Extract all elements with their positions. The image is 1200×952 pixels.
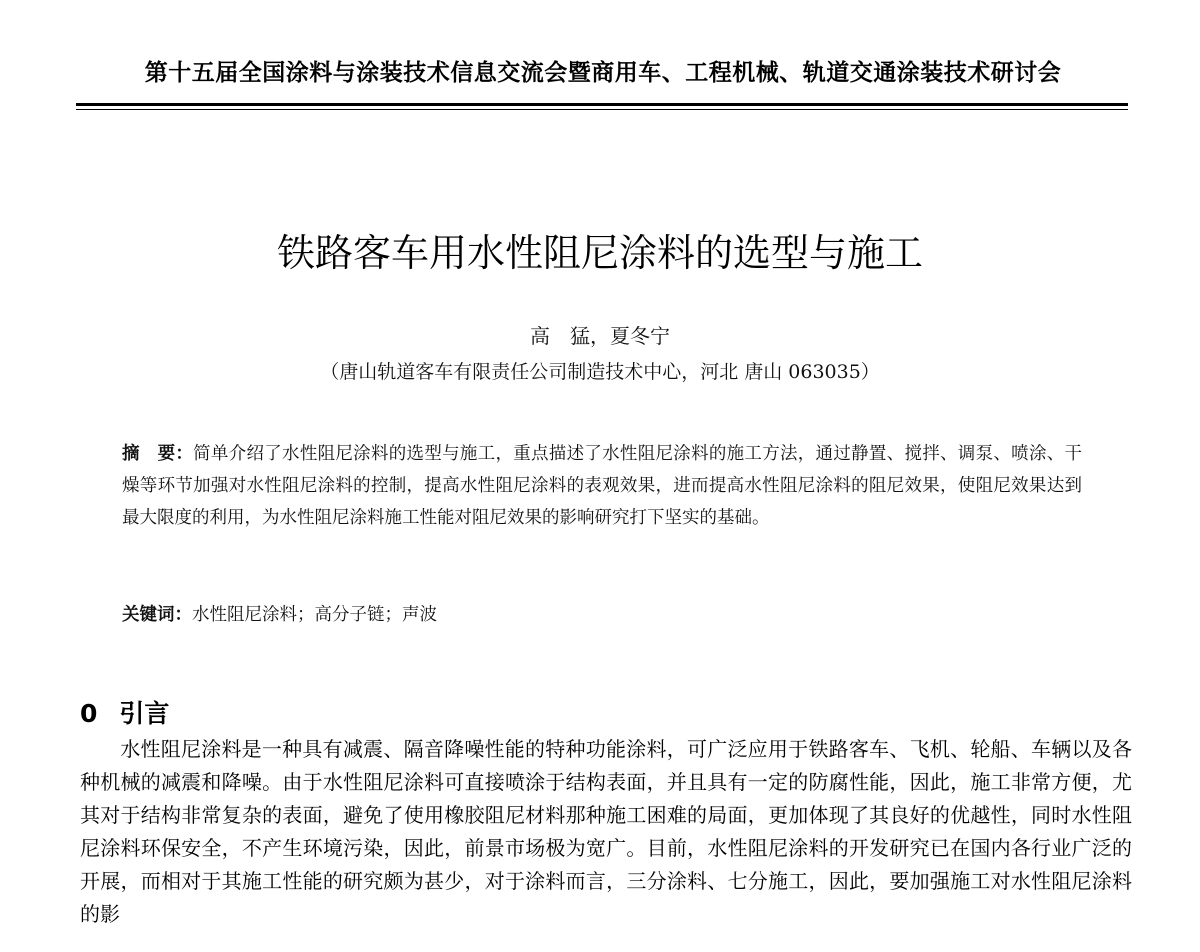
abstract-text: 简单介绍了水性阻尼涂料的选型与施工，重点描述了水性阻尼涂料的施工方法，通过静置、搅拌、调泵、喷涂、干燥等环节加强对水性阻尼涂料的控制，提高水性阻尼涂料的表观效果，进而提高水性阻尼涂料的阻尼效果，使阻尼效果达到最大限度的利用，为水性阻尼涂料施工性能对阻尼效果的影响研究打下坚实的基础。 — [122, 444, 1083, 528]
section-body — [80, 733, 1132, 931]
section-heading — [80, 694, 169, 730]
section-number: 0 — [80, 699, 98, 728]
section-body-text: 水性阻尼涂料是一种具有减震、隔音降噪性能的特种功能涂料，可广泛应用于铁路客车、飞机、轮船、车辆以及各种机械的减震和降噪。由于水性阻尼涂料可直接喷涂于结构表面，并且具有一定的防腐性能，因此，施工非常方便，尤其对于结构非常复杂的表面，避免了使用橡胶阻尼材料那种施工困难的局面，更加体现了其良好的优越性，同时水性阻尼涂料环保安全，不产生环境污染，因此，前景市场极为宽广。目前，水性阻尼涂料的开发研究已在国内各行业广泛的开展，而相对于其施工性能的研究颇为甚少，对于涂料而言，三分涂料、七分施工，因此，要加强施工对水性阻尼涂料的影 — [80, 737, 1132, 926]
keywords-label: 关键词： — [122, 605, 192, 625]
section-title: 引言 — [119, 699, 170, 728]
abstract-label: 摘 要： — [122, 444, 194, 464]
abstract — [122, 438, 1082, 534]
affiliation: （唐山轨道客车有限责任公司制造技术中心，河北 唐山 063035） — [320, 361, 880, 383]
header-rule-thin — [76, 109, 1128, 110]
authors: 高 猛，夏冬宁 — [530, 324, 670, 348]
paper-title: 铁路客车用水性阻尼涂料的选型与施工 — [276, 231, 923, 275]
keywords — [122, 600, 1082, 630]
running-head: 第十五届全国涂料与涂装技术信息交流会暨商用车、工程机械、轨道交通涂装技术研讨会 — [144, 59, 1062, 86]
keywords-text: 水性阻尼涂料；高分子链；声波 — [192, 605, 437, 625]
header-rule-thick — [76, 103, 1128, 106]
